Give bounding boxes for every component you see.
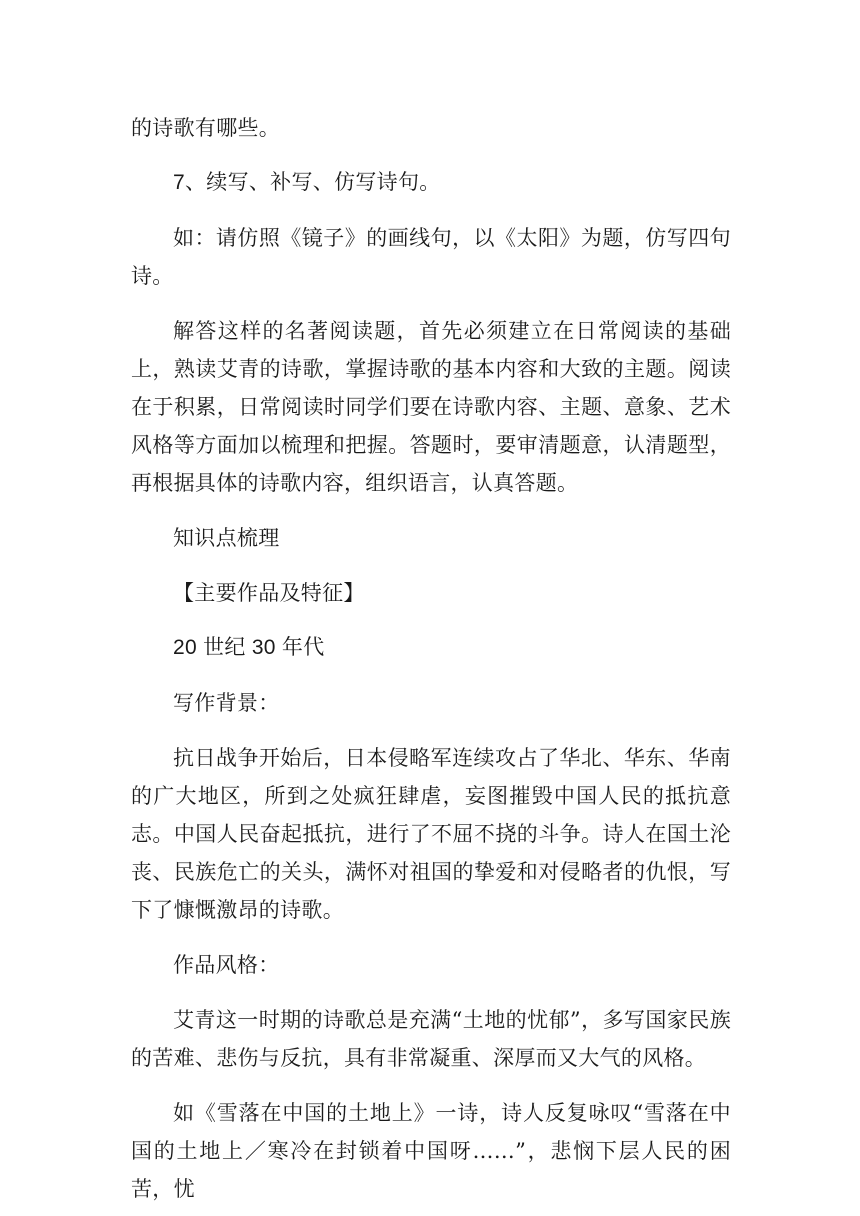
paragraph-example: 如：请仿照《镜子》的画线句，以《太阳》为题，仿写四句诗。 — [131, 226, 731, 288]
document-body — [131, 109, 731, 1208]
paragraph-background: 抗日战争开始后，日本侵略军连续攻占了华北、华东、华南的广大地区，所到之处疯狂肆虐，妄图摧毁中国人民的抵抗意志。中国人民奋起抵抗，进行了不屈不挠的斗争。诗人在国土沦丧、民族危亡的关头，满怀对祖国的挚爱和对侵略者的仇恨，写下了慷慨激昂的诗歌。 — [131, 746, 731, 922]
label-style: 作品风格： — [173, 953, 280, 977]
paragraph-example-poem: 如《雪落在中国的土地上》一诗，诗人反复咏叹“雪落在中国的土地上／寒冷在封锁着中国呀……”，悲悯下层人民的困苦，忧 — [131, 1101, 731, 1201]
paragraph-style: 艾青这一时期的诗歌总是充满“土地的忧郁”，多写国家民族的苦难、悲伤与反抗，具有非常凝重、深厚而又大气的风格。 — [131, 1008, 731, 1070]
paragraph-answer-guidance: 解答这样的名著阅读题，首先必须建立在日常阅读的基础上，熟读艾青的诗歌，掌握诗歌的基本内容和大致的主题。阅读在于积累，日常阅读时同学们要在诗歌内容、主题、意象、艺术风格等方面加以梳理和把握。答题时，要审清题意，认清题型，再根据具体的诗歌内容，组织语言，认真答题。 — [131, 319, 731, 495]
section-heading-works: 【主要作品及特征】 — [173, 581, 365, 605]
paragraph-continuation: 的诗歌有哪些。 — [131, 116, 281, 140]
label-background: 写作背景： — [173, 691, 280, 715]
section-heading-knowledge: 知识点梳理 — [173, 526, 280, 550]
paragraph-question-7: 7、续写、补写、仿写诗句。 — [173, 171, 441, 194]
period-heading: 20 世纪 30 年代 — [173, 636, 325, 659]
